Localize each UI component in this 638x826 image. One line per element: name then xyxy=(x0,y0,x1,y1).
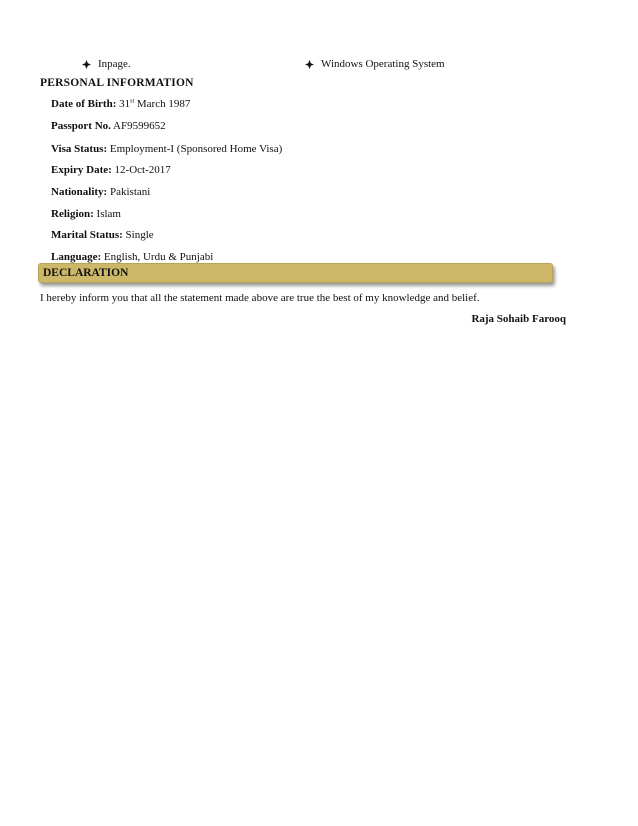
personal-information-heading: PERSONAL INFORMATION xyxy=(40,77,194,89)
field-value: AF9599652 xyxy=(113,120,166,132)
declaration-section-bar xyxy=(38,263,553,283)
dob-rest: March 1987 xyxy=(136,98,191,110)
visa-status-field xyxy=(51,143,282,155)
field-value: 12-Oct-2017 xyxy=(114,164,171,176)
skill-item xyxy=(82,58,131,70)
field-label: Visa Status: xyxy=(51,143,108,155)
field-label: Marital Status: xyxy=(51,229,123,241)
expiry-date-field xyxy=(51,164,171,176)
field-label: Passport No. xyxy=(51,120,111,132)
religion-field xyxy=(51,208,121,220)
field-value: Employment-I (Sponsored Home Visa) xyxy=(109,143,283,155)
nationality-field xyxy=(51,186,150,198)
diamond-bullet-icon xyxy=(305,60,314,69)
passport-field xyxy=(51,120,166,132)
field-label: Expiry Date: xyxy=(51,164,112,176)
declaration-statement: I hereby inform you that all the statement made above are true the best of my knowledge and belief. xyxy=(40,292,480,304)
skill-label: Inpage. xyxy=(98,58,131,70)
field-label: Language: xyxy=(51,251,102,263)
field-label: Nationality: xyxy=(51,186,108,198)
skill-item xyxy=(305,58,445,70)
language-field xyxy=(51,251,213,263)
dob-day: 31 xyxy=(119,98,131,110)
signature-name: Raja Sohaib Farooq xyxy=(471,313,566,325)
skill-label: Windows Operating System xyxy=(321,58,445,70)
field-value: Islam xyxy=(96,208,121,220)
dob-suffix: st xyxy=(130,98,135,105)
declaration-heading: DECLARATION xyxy=(43,267,129,279)
field-value: English, Urdu & Punjabi xyxy=(103,251,214,263)
skills-list xyxy=(0,58,638,72)
diamond-bullet-icon xyxy=(82,60,91,69)
field-value: Pakistani xyxy=(109,186,151,198)
date-of-birth-field xyxy=(51,98,190,110)
field-label: Date of Birth: xyxy=(51,98,117,110)
field-value: Single xyxy=(125,229,154,241)
marital-status-field xyxy=(51,229,154,241)
field-label: Religion: xyxy=(51,208,94,220)
